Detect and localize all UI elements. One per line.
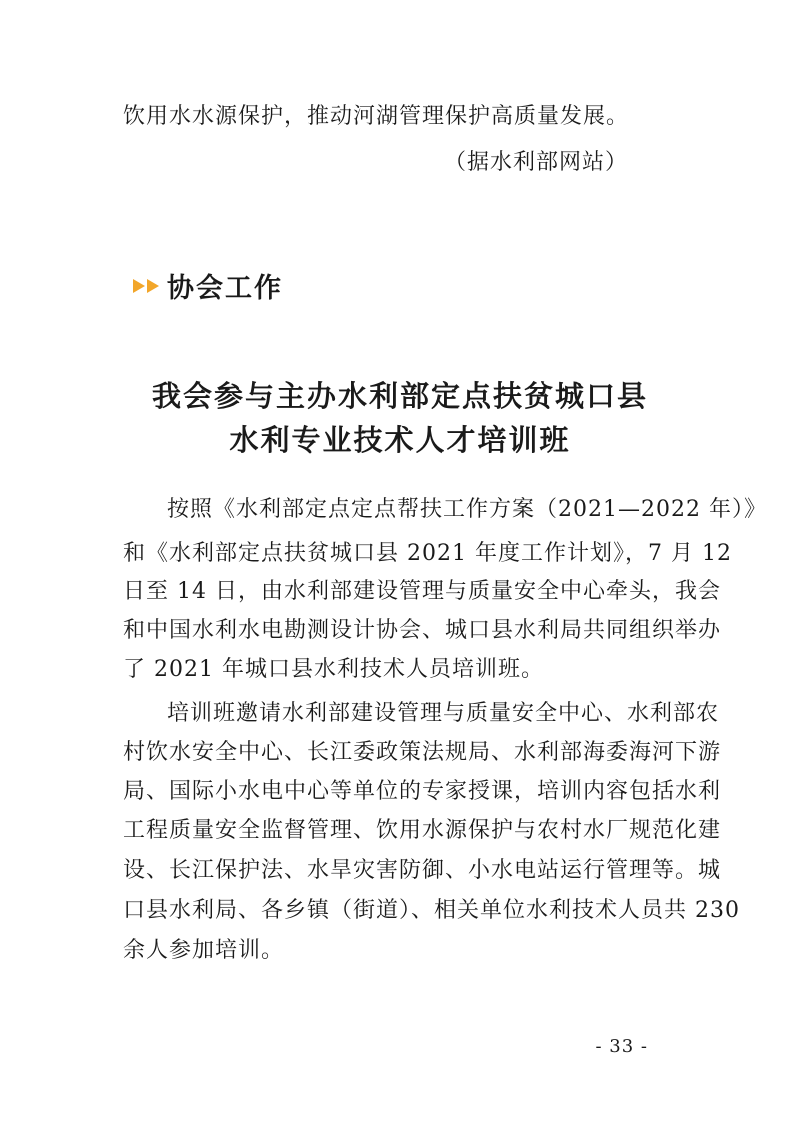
text-line: 培训班邀请水利部建设管理与质量安全中心、水利部农 <box>167 701 720 726</box>
text-line: 局、国际小水电中心等单位的专家授课，培训内容包括水利 <box>123 779 722 804</box>
double-arrow-icon <box>133 279 161 293</box>
article-title-line-2: 水利专业技术人才培训班 <box>229 423 571 457</box>
article-title-line-1: 我会参与主办水利部定点扶贫城口县 <box>151 379 648 413</box>
text-line: 了 2021 年城口县水利技术人员培训班。 <box>123 657 544 682</box>
text-line: 余人参加培训。 <box>123 938 285 963</box>
page-number: - 33 - <box>595 1036 648 1057</box>
section-title: 协会工作 <box>167 273 283 304</box>
text-line: 和《水利部定点扶贫城口县 2021 年度工作计划》，7 月 12 <box>123 541 732 566</box>
text-line: 口县水利局、各乡镇（街道）、相关单位水利技术人员共 230 <box>123 898 740 923</box>
text-line: 设、长江保护法、水旱灾害防御、小水电站运行管理等。城 <box>123 858 722 883</box>
previous-article-source: （据水利部网站） <box>443 150 628 175</box>
text-line: 村饮水安全中心、长江委政策法规局、水利部海委海河下游 <box>123 740 722 765</box>
previous-article-tail: 饮用水水源保护，推动河湖管理保护高质量发展。 <box>123 104 630 129</box>
text-line: 和中国水利水电勘测设计协会、城口县水利局共同组织举办 <box>123 618 722 643</box>
text-line: 按照《水利部定点定点帮扶工作方案（2021—2022 年）》 <box>167 497 767 522</box>
section-header <box>133 266 283 305</box>
text-line: 日至 14 日，由水利部建设管理与质量安全中心牵头，我会 <box>123 579 721 604</box>
text-line: 工程质量安全监督管理、饮用水源保护与农村水厂规范化建 <box>123 818 722 843</box>
